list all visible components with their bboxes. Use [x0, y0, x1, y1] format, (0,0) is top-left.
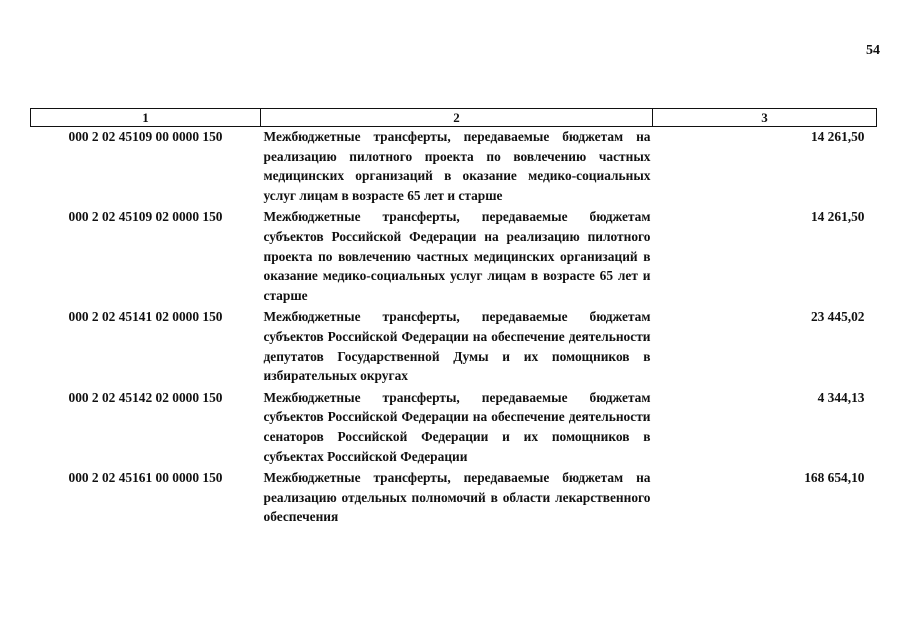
- budget-code: 000 2 02 45141 02 0000 150: [68, 309, 223, 325]
- budget-code: 000 2 02 45109 02 0000 150: [68, 209, 223, 225]
- table-row: [31, 388, 877, 468]
- budget-code: 000 2 02 45142 02 0000 150: [68, 389, 223, 405]
- table-row: [31, 207, 877, 307]
- table-row: [31, 127, 877, 208]
- row-description: Межбюджетные трансферты, передаваемые бюджетам субъектов Российской Федерации на обеспечение деятельности сенаторов Российской Федерации и их помощников в субъектах Российской Федерации: [263, 389, 651, 464]
- budget-code: 000 2 02 45109 00 0000 150: [68, 129, 223, 144]
- row-amount: 14 261,50: [810, 129, 865, 144]
- row-amount: 4 344,13: [817, 389, 865, 405]
- row-description: Межбюджетные трансферты, передаваемые бюджетам на реализацию отдельных полномочий в области лекарственного обеспечения: [263, 470, 651, 525]
- table-row: [31, 468, 877, 529]
- budget-table: [30, 108, 877, 529]
- row-amount: 168 654,10: [804, 470, 865, 486]
- row-description: Межбюджетные трансферты, передаваемые бюджетам на реализацию пилотного проекта по вовлечению частных медицинских организаций в оказание медико-социальных услуг лицам в возрасте 65 лет и старше: [263, 129, 651, 203]
- column-header-2: 2: [261, 109, 653, 127]
- page-number: 54: [866, 43, 880, 58]
- row-amount: 23 445,02: [810, 309, 865, 325]
- row-description: Межбюджетные трансферты, передаваемые бюджетам субъектов Российской Федерации на реализацию пилотного проекта по вовлечению частных медицинских организаций в оказание медико-социальных услуг лицам в возрасте 65 лет и старше: [263, 209, 651, 303]
- table-header-row: [31, 109, 877, 127]
- column-header-1: 1: [31, 109, 261, 127]
- budget-code: 000 2 02 45161 00 0000 150: [68, 470, 223, 486]
- row-description: Межбюджетные трансферты, передаваемые бюджетам субъектов Российской Федерации на обеспечение деятельности депутатов Государственной Думы и их помощников в избирательных округах: [263, 309, 651, 384]
- column-header-3: 3: [653, 109, 877, 127]
- row-amount: 14 261,50: [810, 209, 865, 225]
- table-row: [31, 307, 877, 387]
